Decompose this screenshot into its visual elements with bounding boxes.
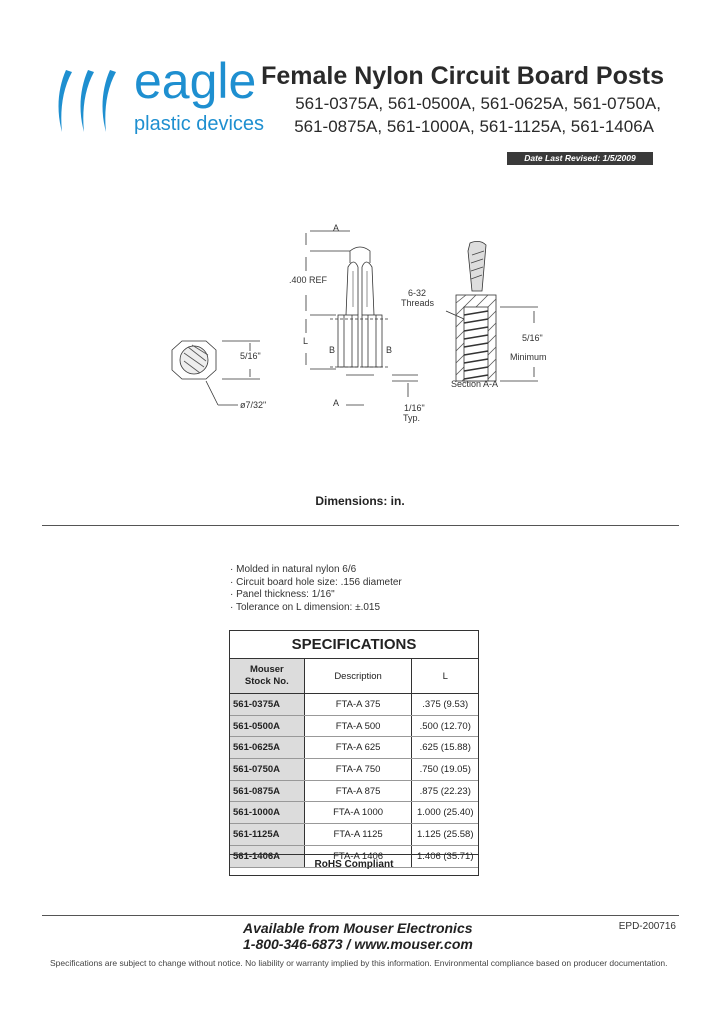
cell-l: .750 (19.05): [412, 759, 478, 781]
label-b-right: B: [386, 345, 393, 355]
label-ref: .400 REF: [289, 275, 328, 285]
notes-list: [230, 564, 402, 614]
cell-desc: FTA-A 875: [304, 780, 412, 802]
cell-l: .625 (15.88): [412, 737, 478, 759]
available-from: Available from Mouser Electronics: [243, 920, 473, 936]
part-numbers-line-2: 561-0875A, 561-1000A, 561-1125A, 561-1406A: [294, 117, 654, 136]
label-panel-2: Typ.: [403, 413, 421, 423]
label-section: Section A-A: [451, 379, 499, 389]
table-row: [230, 759, 478, 781]
logo-subtitle: plastic devices: [134, 113, 265, 135]
note-item: · Circuit board hole size: .156 diameter: [230, 577, 402, 590]
spec-table-title: SPECIFICATIONS: [230, 631, 478, 659]
cell-stock: 561-1000A: [230, 802, 304, 824]
dimensions-note: Dimensions: in.: [315, 494, 405, 508]
cell-l: 1.125 (25.58): [412, 824, 478, 846]
post-side-view: [306, 231, 418, 405]
col-header-stock-line2: Stock No.: [244, 676, 289, 687]
label-a-bottom: A: [333, 398, 340, 408]
label-hex-height: 5/16": [240, 351, 261, 361]
cell-stock: 561-0500A: [230, 715, 304, 737]
cell-desc: FTA-A 1125: [304, 824, 412, 846]
note-item: · Panel thickness: 1/16": [230, 589, 402, 602]
footer-divider: [42, 915, 679, 916]
table-row: [230, 802, 478, 824]
cell-stock: 561-1125A: [230, 824, 304, 846]
cell-desc: FTA-A 750: [304, 759, 412, 781]
label-thread-2: Threads: [401, 298, 435, 308]
cell-l: .500 (12.70): [412, 715, 478, 737]
cell-l: 1.000 (25.40): [412, 802, 478, 824]
eagle-stripes-icon: [52, 66, 122, 136]
page-title: Female Nylon Circuit Board Posts: [261, 62, 664, 90]
cell-l: .875 (22.23): [412, 780, 478, 802]
rohs-note: RoHS Compliant: [230, 854, 478, 875]
cell-l: .375 (9.53): [412, 694, 478, 716]
cell-stock: 561-0750A: [230, 759, 304, 781]
label-panel-1: 1/16": [404, 403, 425, 413]
label-thread-1: 6-32: [408, 288, 427, 298]
logo-wordmark: eagle: [134, 53, 257, 109]
table-row: [230, 824, 478, 846]
disclaimer: Specifications are subject to change without notice. No liability or warranty implied by this information. Environmental compliance based on producer documentation.: [50, 958, 668, 968]
note-item: · Molded in natural nylon 6/6: [230, 564, 402, 577]
col-header-stock: [230, 659, 304, 694]
cell-desc: FTA-A 375: [304, 694, 412, 716]
label-min-2: Minimum: [510, 352, 547, 362]
label-l: L: [303, 336, 309, 346]
label-a-top: A: [333, 223, 340, 233]
label-diameter: ø7/32": [240, 400, 267, 410]
cell-desc: FTA-A 1000: [304, 802, 412, 824]
cell-stock: 561-0625A: [230, 737, 304, 759]
epd-number: EPD-200716: [618, 921, 676, 932]
cell-desc: FTA-A 1406: [304, 845, 412, 867]
col-header-l: L: [412, 659, 478, 694]
table-row: [230, 715, 478, 737]
note-item: · Tolerance on L dimension: ±.015: [230, 602, 402, 615]
cell-desc: FTA-A 500: [304, 715, 412, 737]
cell-stock: 561-0875A: [230, 780, 304, 802]
part-numbers-line-1: 561-0375A, 561-0500A, 561-0625A, 561-0750A,: [295, 94, 661, 113]
cell-stock: 561-1406A: [230, 845, 304, 867]
technical-drawing: [150, 215, 570, 430]
col-header-stock-line1: Mouser: [249, 664, 284, 675]
cell-desc: FTA-A 625: [304, 737, 412, 759]
col-header-desc: Description: [304, 659, 412, 694]
divider: [42, 525, 679, 526]
table-row: [230, 694, 478, 716]
table-row: [230, 737, 478, 759]
label-b-left: B: [329, 345, 336, 355]
cell-l: 1.406 (35.71): [412, 845, 478, 867]
availability: [243, 920, 473, 952]
date-revised-badge: Date Last Revised: 1/5/2009: [507, 152, 653, 165]
label-min-1: 5/16": [522, 333, 543, 343]
spec-table: [229, 630, 479, 876]
phone-web: 1-800-346-6873 / www.mouser.com: [243, 936, 473, 952]
table-row: [230, 780, 478, 802]
cell-stock: 561-0375A: [230, 694, 304, 716]
